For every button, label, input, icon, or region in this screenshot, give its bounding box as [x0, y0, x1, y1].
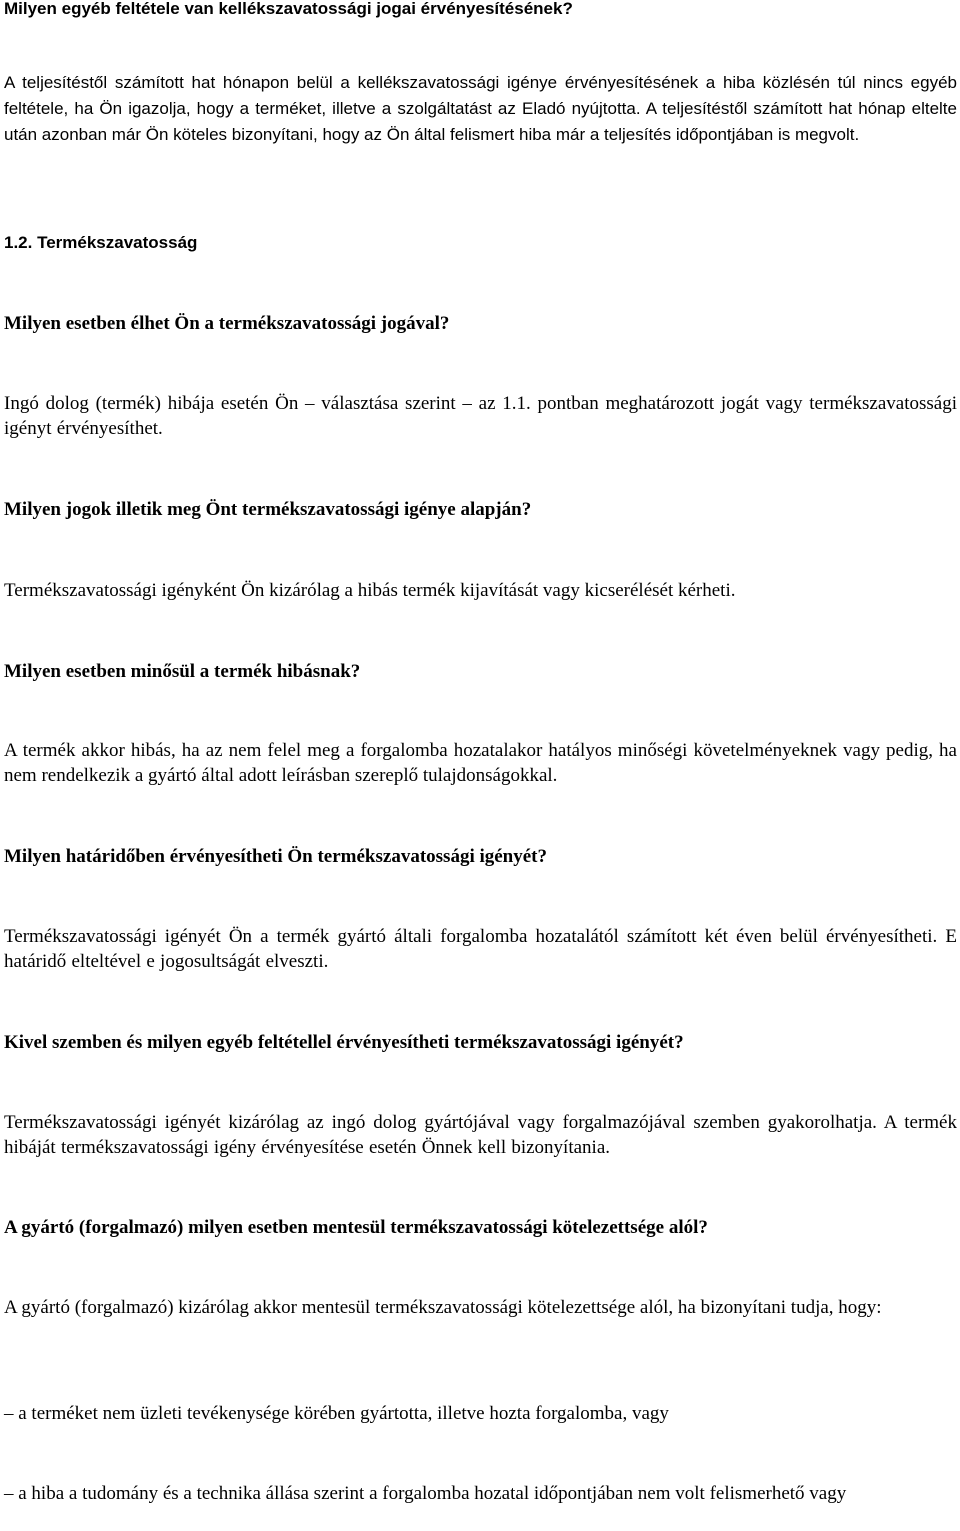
answer-exemption: A gyártó (forgalmazó) kizárólag akkor mentesül termékszavatossági kötelezettsége alól, ha bizonyítani tudja, hogy:: [4, 1297, 882, 1318]
question-defective: Milyen esetben minősül a termék hibásnak?: [4, 661, 361, 682]
list-item-not-recognizable: – a hiba a tudomány és a technika állása szerint a forgalomba hozatal időpontjában nem volt felismerhető vagy: [4, 1483, 847, 1504]
answer-against-whom: Termékszavatossági igényét kizárólag az ingó dolog gyártójával vagy forgalmazójával szemben gyakorolhatja. A termék hibáját termékszavatossági igény érvényesítése esetén Önnek kell bizonyítania.: [4, 1112, 957, 1158]
question-exemption: A gyártó (forgalmazó) milyen esetben mentesül termékszavatossági kötelezettsége alól?: [4, 1217, 708, 1238]
question-against-whom: Kivel szemben és milyen egyéb feltétellel érvényesítheti termékszavatossági igényét?: [4, 1032, 684, 1053]
question-rights: Milyen jogok illetik meg Önt termékszavatossági igénye alapján?: [4, 499, 532, 520]
question-when-exercise: Milyen esetben élhet Ön a termékszavatossági jogával?: [4, 313, 450, 334]
question-deadline: Milyen határidőben érvényesítheti Ön termékszavatossági igényét?: [4, 846, 548, 867]
question-other-conditions: Milyen egyéb feltétele van kellékszavatossági jogai érvényesítésének?: [4, 0, 573, 18]
list-item-not-business: – a terméket nem üzleti tevékenysége körében gyártotta, illetve hozta forgalomba, vagy: [4, 1403, 669, 1424]
answer-defective: A termék akkor hibás, ha az nem felel meg a forgalomba hozatalakor hatályos minőségi követelményeknek vagy pedig, ha nem rendelkezik a gyártó által adott leírásban szereplő tulajdonságokkal.: [4, 740, 957, 786]
answer-rights: Termékszavatossági igényként Ön kizárólag a hibás termék kijavítását vagy kicserélését kérheti.: [4, 580, 736, 601]
answer-when-exercise: Ingó dolog (termék) hibája esetén Ön – választása szerint – az 1.1. pontban meghatározott jogát vagy termékszavatossági igényt érvényesíthet.: [4, 393, 957, 439]
section-heading-product-warranty: 1.2. Termékszavatosság: [4, 233, 198, 252]
answer-other-conditions: A teljesítéstől számított hat hónapon belül a kellékszavatossági igénye érvényesítésének a hiba közlésén túl nincs egyéb feltétele, ha Ön igazolja, hogy a terméket, illetve a szolgáltatást az Eladó nyújtotta. A teljesítéstől számított hat hónap eltelte után azonban már Ön köteles bizonyítani, hogy az Ön által felismert hiba már a teljesítés időpontjában is megvolt.: [4, 73, 957, 144]
answer-deadline: Termékszavatossági igényét Ön a termék gyártó általi forgalomba hozatalától számított két éven belül érvényesítheti. E határidő elteltével e jogosultságát elveszti.: [4, 926, 957, 972]
